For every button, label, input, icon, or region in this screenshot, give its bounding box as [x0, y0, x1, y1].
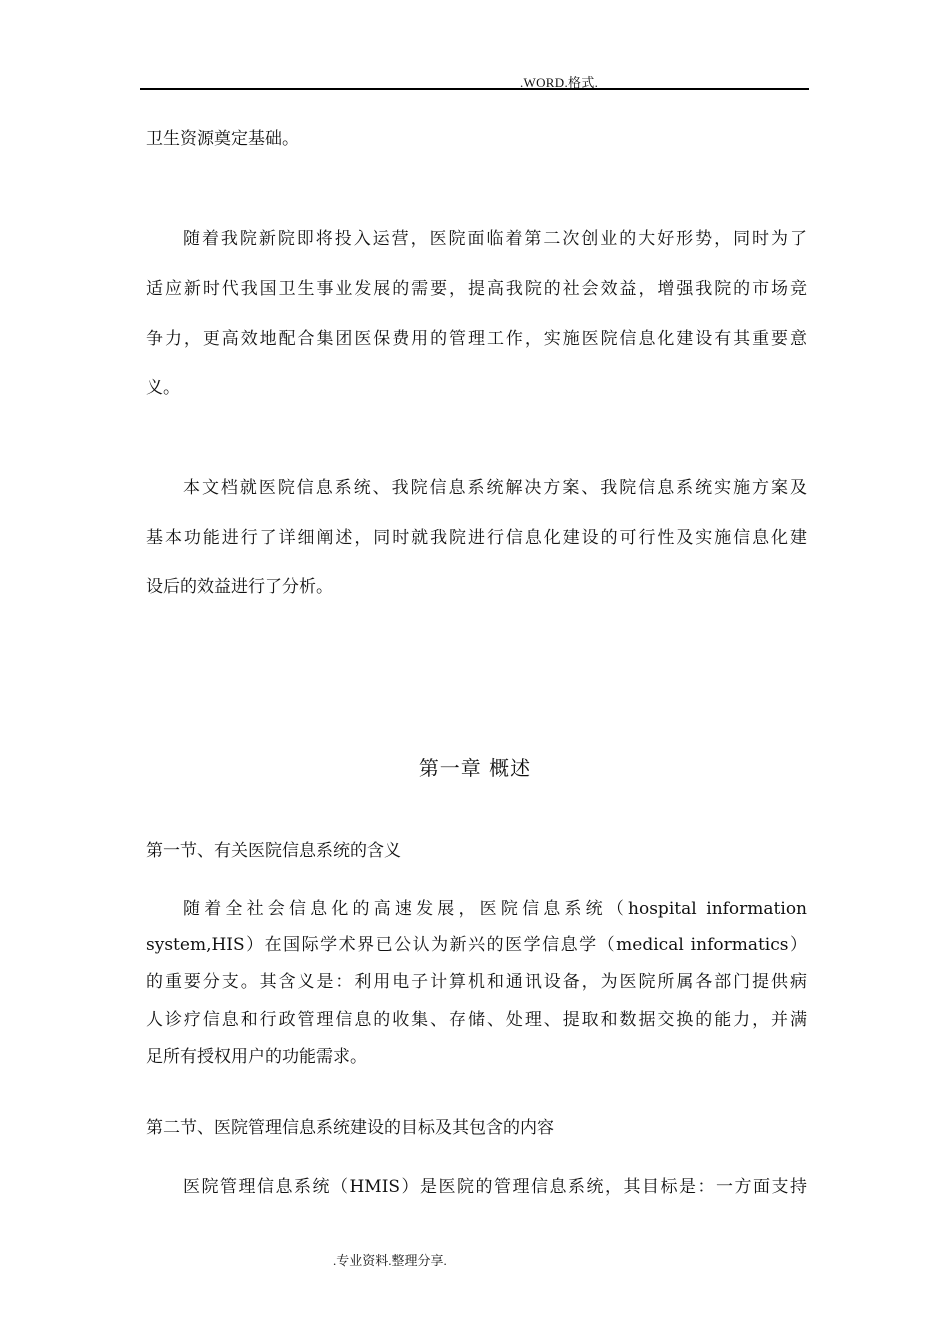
paragraph-line: 本文档就医院信息系统、我院信息系统解决方案、我院信息系统实施方案及 — [183, 478, 807, 498]
header-label: .WORD.格式. — [520, 75, 599, 90]
paragraph-line: 义。 — [146, 378, 180, 398]
paragraph-line: 人诊疗信息和行政管理信息的收集、存储、处理、提取和数据交换的能力，并满 — [146, 1010, 807, 1030]
paragraph-line: 设后的效益进行了分析。 — [146, 577, 333, 597]
header-divider — [140, 88, 809, 90]
chapter-title: 第一章 概述 — [418, 756, 532, 780]
paragraph-line: 随着我院新院即将投入运营，医院面临着第二次创业的大好形势，同时为了 — [183, 229, 807, 249]
paragraph-line: 争力，更高效地配合集团医保费用的管理工作，实施医院信息化建设有其重要意 — [146, 329, 807, 349]
paragraph-line: 的重要分支。其含义是：利用电子计算机和通讯设备，为医院所属各部门提供病 — [146, 972, 807, 992]
paragraph-line: 随着全社会信息化的高速发展，医院信息系统（hospital information — [183, 899, 807, 919]
paragraph-line: system,HIS）在国际学术界已公认为新兴的医学信息学（medical informatics） — [146, 935, 807, 955]
page-footer: .专业资料.整理分享. — [333, 1253, 447, 1268]
paragraph-line: 基本功能进行了详细阐述，同时就我院进行信息化建设的可行性及实施信息化建 — [146, 528, 807, 548]
section-title: 第一节、有关医院信息系统的含义 — [146, 841, 401, 861]
section-title: 第二节、医院管理信息系统建设的目标及其包含的内容 — [146, 1118, 554, 1138]
paragraph-line: 适应新时代我国卫生事业发展的需要，提高我院的社会效益，增强我院的市场竞 — [146, 279, 807, 299]
paragraph-line: 医院管理信息系统（HMIS）是医院的管理信息系统，其目标是：一方面支持 — [183, 1177, 807, 1197]
paragraph-line: 卫生资源奠定基础。 — [146, 129, 299, 149]
paragraph-line: 足所有授权用户的功能需求。 — [146, 1047, 367, 1067]
